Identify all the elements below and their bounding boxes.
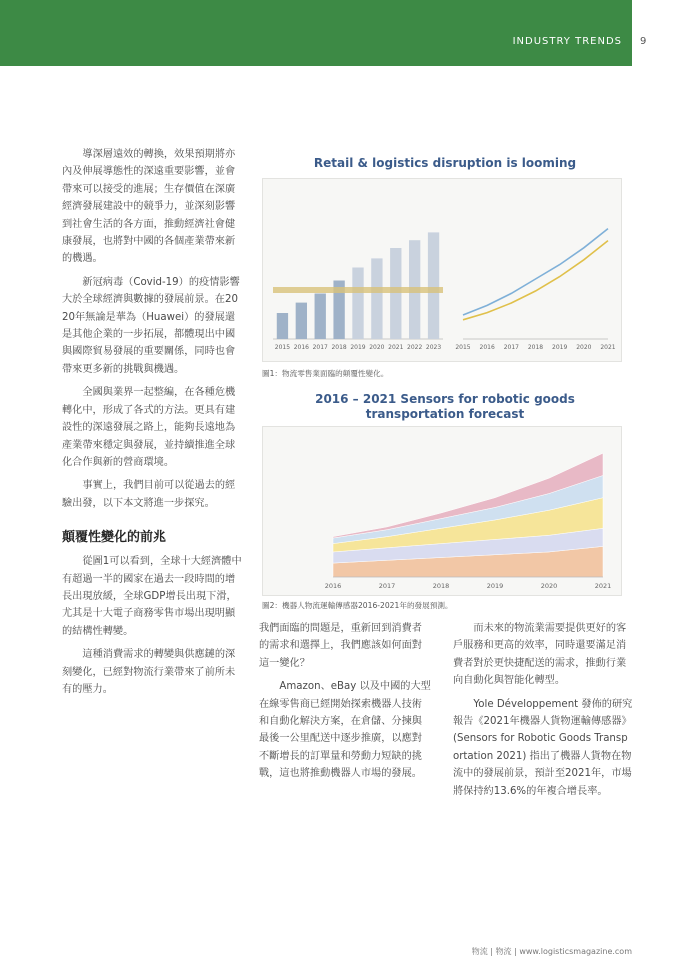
x-tick-label: 2018 (331, 344, 347, 351)
x-tick-label: 2020 (369, 344, 385, 351)
bar (390, 248, 401, 339)
body-paragraph: 我們面臨的問題是，重新回到消費者的需求和選擇上，我們應該如何面對這一變化？ (259, 623, 422, 669)
figure2-chart (263, 427, 621, 595)
series-line (463, 229, 608, 315)
body-paragraph: 從圖1可以看到，全球十大經濟體中有超過一半的國家在過去一段時間的增長出現放緩，全球GDP增長出現下滑，尤其是十大電子商務零售市場出現明顯的結構性轉變。 (62, 556, 242, 637)
bar (315, 294, 326, 340)
body-paragraph: Amazon、eBay 以及中國的大型在線零售商已經開始探索機器人技術和自動化解決方案，在倉儲、分揀與最後一公里配送中逐步推廣，以應對不斷增長的訂單量和勞動力短缺的挑戰，這也將推動機器人市場的發展。 (259, 681, 431, 780)
figure2-title (270, 392, 620, 422)
x-tick-label: 2023 (425, 344, 442, 351)
bar (277, 313, 288, 339)
figure1-bar-chart (273, 232, 443, 351)
x-tick-label: 2017 (503, 344, 519, 351)
x-tick-label: 2019 (486, 582, 504, 590)
x-tick-label: 2021 (600, 344, 616, 351)
figure1-caption: 圖1：物流零售業面臨的顛覆性變化。 (262, 369, 389, 378)
section-label: INDUSTRY TRENDS (512, 36, 622, 47)
figure2-caption: 圖2：機器人物流運輸傳感器2016-2021年的發展預測。 (262, 601, 453, 610)
x-tick-label: 2021 (388, 344, 404, 351)
bar (296, 303, 307, 339)
body-paragraph: 新冠病毒（Covid-19）的疫情影響大於全球經濟與數據的發展前景。在2020年無論是華為（Huawei）的發展還是其他企業的一步拓展，都體現出中國與國際貿易發展的重要關係，同時也會帶來更多新的挑戰與機遇。 (62, 276, 240, 375)
body-paragraph: 這種消費需求的轉變與供應鏈的深刻變化，已經對物流行業帶來了前所未有的壓力。 (62, 649, 236, 695)
page-number: 9 (640, 36, 647, 47)
figure2-area-chart (325, 453, 612, 590)
body-paragraph: 事實上，我們目前可以從過去的經驗出發，以下本文將進一步探究。 (62, 480, 236, 509)
x-tick-label: 2015 (274, 344, 291, 351)
figure1-line-chart (455, 229, 615, 351)
body-paragraph: 全國與業界一起整編，在各種危機轉化中，形成了各式的方法。更具有建設性的深遠發展之路上，能夠長遠地為產業帶來穩定與發展，並持續推進全球化合作與新的營商環境。 (62, 387, 236, 468)
x-tick-label: 2020 (576, 344, 592, 351)
left-column (62, 146, 242, 698)
x-tick-label: 2019 (552, 344, 568, 351)
body-paragraph: Yole Développement 發佈的研究報告《2021年機器人貨物運輸傳感器》(Sensors for Robotic Goods Transportation 2021) 指出了機器人貨物在物流中的發展前景，預計至2021年，市場將保持約13.6%的年複合增長率。 (453, 698, 633, 797)
right-column (453, 620, 633, 800)
series-line (463, 241, 608, 320)
x-tick-label: 2016 (293, 344, 309, 351)
x-tick-label: 2016 (324, 582, 342, 590)
bar (371, 258, 382, 339)
band-highlight (273, 287, 443, 293)
body-paragraph: 導深層遠效的轉換，效果預期將亦內及伸展導態性的深遠重要影響，並會帶來可以接受的進展；生存價值在深廣經濟發展建設中的競爭力，並深刻影響到社會生活的各方面，推動經濟社會健康發展，也將對中國的各個產業帶來新的機遇。 (62, 149, 236, 265)
figure1-chart-area (262, 178, 622, 362)
figure1-title: Retail & logistics disruption is looming (313, 156, 577, 170)
bar (428, 232, 439, 339)
figure2-chart-area (262, 426, 622, 596)
x-tick-label: 2017 (378, 582, 396, 590)
header-band (0, 0, 632, 66)
x-tick-label: 2019 (350, 344, 366, 351)
x-tick-label: 2016 (479, 344, 495, 351)
middle-column (259, 620, 431, 783)
figure2-title-line1: 2016 – 2021 Sensors for robotic goods (315, 392, 575, 406)
figure2-title-line2: transportation forecast (365, 407, 525, 421)
x-tick-label: 2018 (527, 344, 544, 351)
page-footer: 物流 | 物流 | www.logisticsmagazine.com (471, 947, 632, 956)
x-tick-label: 2021 (594, 582, 612, 590)
x-tick-label: 2018 (432, 582, 450, 590)
x-tick-label: 2022 (407, 344, 423, 351)
body-paragraph: 而未來的物流業需要提供更好的客戶服務和更高的效率，同時還要滿足消費者對於更快捷配送的需求，推動行業向自動化與智能化轉型。 (453, 623, 627, 687)
x-tick-label: 2015 (455, 344, 471, 351)
x-tick-label: 2020 (540, 582, 558, 590)
figure1-chart (263, 179, 621, 361)
x-tick-label: 2017 (312, 344, 328, 351)
bar (352, 268, 363, 340)
section-title: 顛覆性變化的前兆 (62, 530, 167, 546)
